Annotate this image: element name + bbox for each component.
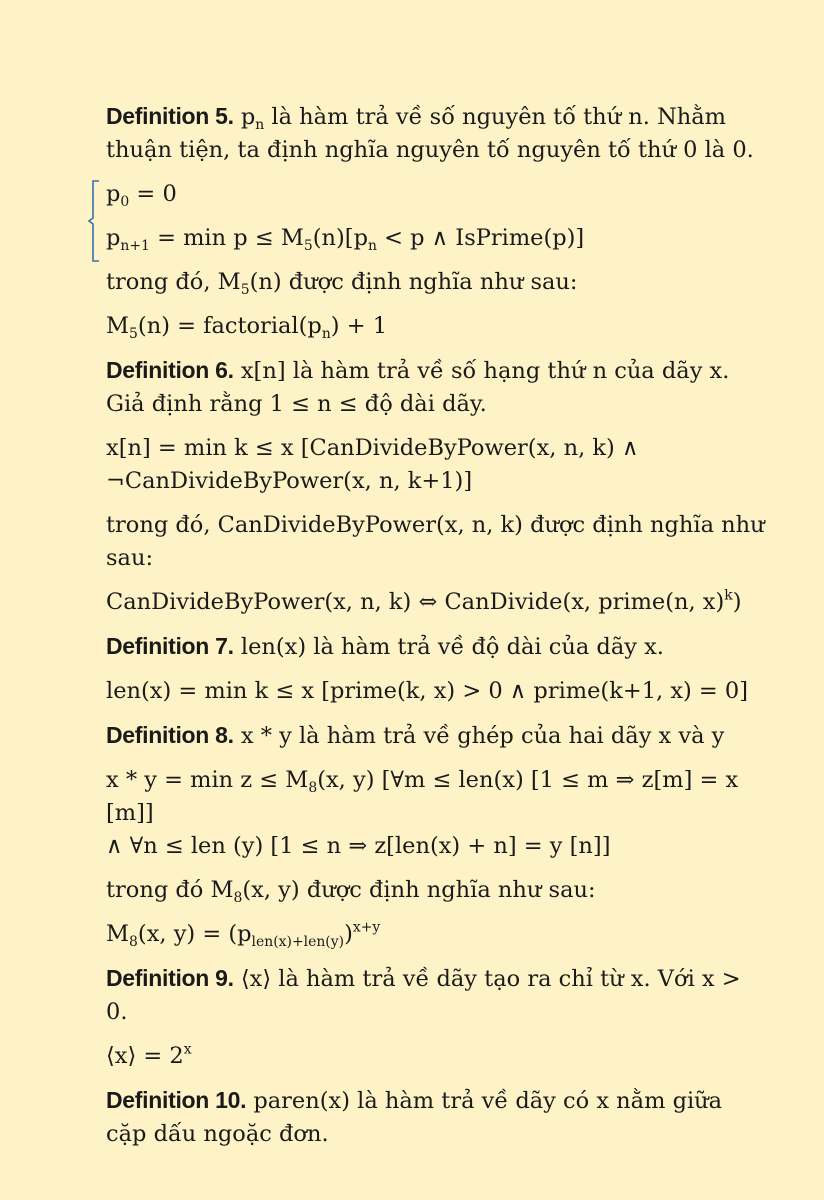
subscript: 5 bbox=[303, 237, 313, 254]
definition-label: Definition 8. bbox=[106, 722, 234, 748]
formula-text: (n)[p bbox=[312, 225, 368, 251]
formula-text: ) + 1 bbox=[330, 313, 388, 339]
formula-line-2: ∧ ∀n ≤ len (y) [1 ≤ n ⇒ z[len(x) + n] = y [n]] bbox=[106, 833, 611, 859]
def9-formula bbox=[106, 1040, 766, 1073]
def6-where: trong đó, CanDivideByPower(x, n, k) được định nghĩa như sau: bbox=[106, 512, 765, 571]
formula-line-1: x[n] = min k ≤ x [CanDivideByPower(x, n, k) ∧ bbox=[106, 435, 639, 461]
formula-text: CanDivideByPower(x, n, k) ⇔ CanDivide(x, prime(n, x) bbox=[106, 589, 725, 615]
formula-text: (x, y) [∀m ≤ len(x) [1 ≤ m ⇒ z[m] = x [m]] bbox=[106, 767, 739, 826]
system-brace bbox=[88, 180, 100, 262]
superscript: x bbox=[183, 1041, 192, 1058]
formula-text: = 0 bbox=[129, 181, 177, 207]
subscript: n bbox=[367, 237, 377, 254]
def6-formula bbox=[106, 432, 766, 498]
definition-text: x[n] là hàm trả về số hạng thứ n của dãy x. Giả định rằng 1 ≤ n ≤ độ dài dãy. bbox=[106, 358, 730, 417]
subscript: 8 bbox=[308, 779, 318, 796]
formula-text: M bbox=[106, 313, 130, 339]
paragraph-text: trong đó, M bbox=[106, 269, 241, 295]
paragraph-text: (n) được định nghĩa như sau: bbox=[249, 269, 578, 295]
definition-10 bbox=[106, 1084, 766, 1151]
definition-text: len(x) là hàm trả về độ dài của dãy x. bbox=[233, 634, 664, 660]
subscript: len(x)+len(y) bbox=[251, 933, 345, 950]
formula-text: x * y = min z ≤ M bbox=[106, 767, 309, 793]
subscript: 8 bbox=[129, 933, 138, 950]
subscript: n bbox=[255, 116, 265, 133]
formula-text: (x, y) = (p bbox=[137, 921, 252, 947]
subscript: 5 bbox=[240, 281, 250, 298]
system-line-1 bbox=[106, 178, 766, 211]
m8-formula bbox=[106, 918, 766, 951]
def8-formula bbox=[106, 764, 766, 863]
subscript: n bbox=[321, 325, 331, 342]
definition-7 bbox=[106, 630, 766, 664]
definition-text: p bbox=[233, 104, 256, 130]
paragraph-text: (x, y) được định nghĩa như sau: bbox=[242, 877, 596, 903]
definition-label: Definition 6. bbox=[106, 357, 234, 383]
system-line-2 bbox=[106, 222, 766, 255]
definition-label: Definition 7. bbox=[106, 633, 234, 659]
formula-line-2: ¬CanDivideByPower(x, n, k+1)] bbox=[106, 468, 473, 494]
paragraph-text: trong đó M bbox=[106, 877, 234, 903]
definition-5 bbox=[106, 100, 766, 167]
definition-label: Definition 10. bbox=[106, 1087, 247, 1113]
formula-text: p bbox=[106, 181, 121, 207]
superscript: k bbox=[724, 587, 733, 604]
subscript: 8 bbox=[233, 889, 243, 906]
subscript: 0 bbox=[120, 193, 130, 210]
definition-9 bbox=[106, 962, 766, 1029]
def7-formula: len(x) = min k ≤ x [prime(k, x) > 0 ∧ prime(k+1, x) = 0] bbox=[106, 678, 749, 704]
definition-text: là hàm trả về số nguyên tố thứ n. Nhằm thuận tiện, ta định nghĩa nguyên tố nguyên tố thứ 0 là 0. bbox=[106, 104, 754, 163]
subscript: n+1 bbox=[120, 237, 150, 254]
formula-text: ) bbox=[732, 589, 742, 615]
formula-text: < p ∧ IsPrime(p)] bbox=[376, 225, 585, 251]
definition-text: paren(x) là hàm trả về dãy có x nằm giữa cặp dấu ngoặc đơn. bbox=[106, 1088, 723, 1147]
formula-text: M bbox=[106, 921, 130, 947]
definition-6 bbox=[106, 354, 766, 421]
definition-label: Definition 9. bbox=[106, 965, 234, 991]
formula-text: ) bbox=[344, 921, 353, 947]
superscript: x+y bbox=[352, 919, 381, 936]
m5-formula bbox=[106, 310, 766, 343]
definition-text: ⟨x⟩ là hàm trả về dãy tạo ra chỉ từ x. Với x > 0. bbox=[106, 966, 741, 1025]
formula-text: (n) = factorial(p bbox=[137, 313, 322, 339]
m8-intro bbox=[106, 874, 766, 907]
cdbp-formula bbox=[106, 586, 766, 619]
formula-text: p bbox=[106, 225, 121, 251]
recursive-system bbox=[106, 178, 766, 255]
m5-intro bbox=[106, 266, 766, 299]
subscript: 5 bbox=[129, 325, 138, 342]
document-content bbox=[106, 100, 766, 1162]
formula-text: ⟨x⟩ = 2 bbox=[106, 1043, 184, 1069]
definition-8 bbox=[106, 719, 766, 753]
formula-text: = min p ≤ M bbox=[149, 225, 304, 251]
definition-label: Definition 5. bbox=[106, 103, 234, 129]
definition-text: x * y là hàm trả về ghép của hai dãy x và y bbox=[233, 723, 725, 749]
